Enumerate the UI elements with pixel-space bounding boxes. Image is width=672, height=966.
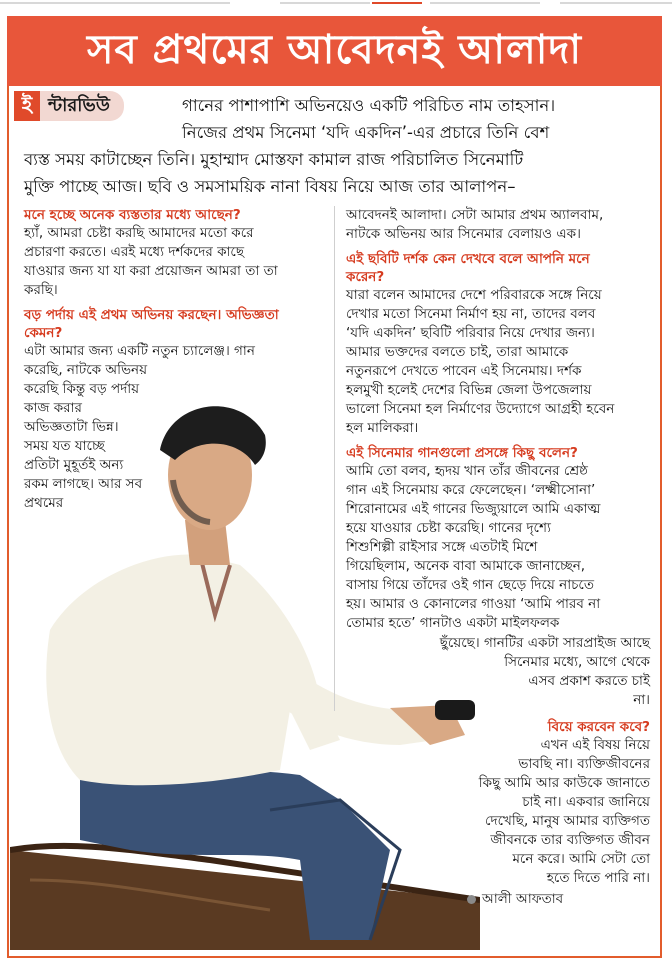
bullet-dot-icon (467, 895, 476, 904)
right-column (346, 206, 650, 639)
headline-bar (7, 16, 662, 86)
left-column (24, 206, 326, 519)
interview-badge (14, 91, 124, 121)
intro-line: ব্যস্ত সময় কাটাচ্ছেন তিনি। মুহাম্মাদ মোস্তফা কামাল রাজ পরিচালিত সিনেমাটি (24, 150, 524, 169)
answer-2: এটা আমার জন্য একটি নতুন চ্যালেঞ্জ। গান করেছি, নাটকে অভিনয় করেছি কিন্তু বড় পর্দায় কাজ করার অভিজ্ঞতাটা ভিন্ন। সময় যত যাচ্ছে প্রতিটা মুহূর্তই অন্য রকম লাগছে। আর সব প্রথমের (24, 343, 255, 511)
answer-1: হ্যাঁ, আমরা চেষ্টা করছি আমাদের মতো করে প্রচারণা করতে। এরই মধ্যে দর্শকদের কাছে যাওয়ার জন্য যা যা করা প্রয়োজন আমরা তা তা করছি। (24, 225, 278, 298)
intro-line: গানের পাশাপাশি অভিনয়েও একটি পরিচিত নাম তাহসান। (182, 96, 556, 115)
question-1: মনে হচ্ছে অনেক ব্যস্ততার মধ্যে আছেন? (24, 207, 241, 223)
answer-5: এখন এই বিষয় নিয়ে ভাবছি না। ব্যক্তিজীবনের কিছু আমি আর কাউকে জানাতে চাই না। একবার জানিয়ে দেখেছি, মানুষ আমার ব্যক্তিগত জীবনকে তার ব্যক্তিগত জীবন মনে করে। আমি সেটা তো হতে দিতে পারি না। (478, 737, 650, 886)
byline-author: আলী আফতাব (482, 891, 564, 907)
column-divider (334, 206, 335, 711)
answer-4: আমি তো বলব, হৃদয় খান তাঁর জীবনের শ্রেষ্ঠ গান এই সিনেমায় করে ফেলেছেন। ‘লক্ষ্মীসোনা’ শিরোনামের এই গানের ভিজ্যুয়ালে আমি একাত্ম হয়ে যাওয়ার চেষ্টা করেছি। গানের দৃশ্যে শিশুশিল্পী রাইসার সঙ্গে এতটাই মিশে গিয়েছিলাম, অনেক বাবা আমাকে জানাচ্ছেন, বাসায় গিয়ে তাঁদের ওই গান ছেড়ে দিয়ে নাচতে হয়। আমার ও কোনালের গাওয়া ‘আমি পারব না তোমার হতে’ গানটাও একটা মাইলফলক (346, 463, 601, 631)
question-5-block (440, 718, 650, 894)
answer-2-continued: আবেদনই আলাদা। সেটা আমার প্রথম অ্যালবাম, নাটকে অভিনয় আর সিনেমার বেলায়ও এক। (346, 207, 604, 242)
question-4: এই সিনেমার গানগুলো প্রসঙ্গে কিছু বলেন? (346, 445, 578, 461)
top-rule (0, 0, 672, 10)
byline (467, 888, 563, 911)
answer-3: যারা বলেন আমাদের দেশে পরিবারকে সঙ্গে নিয়ে দেখার মতো সিনেমা নির্মাণ হয় না, তাদের বলব ‘যদি একদিন’ ছবিটি পরিবার নিয়ে দেখার জন্য। আমার ভক্তদের বলতে চাই, তারা আমাকে নতুনরূপে দেখতে পাবেন এই সিনেমায়। দর্শক হলমুখী হলেই দেশের বিভিন্ন জেলা উপজেলায় ভালো সিনেমা হল নির্মাণের উদ্যোগে আগ্রহী হবেন হল মালিকরা। (346, 287, 615, 436)
badge-initial: ই (14, 91, 40, 121)
intro-line: নিজের প্রথম সিনেমা ‘যদি একদিন’-এর প্রচারে তিনি বেশ (182, 123, 550, 142)
intro-line: মুক্তি পাচ্ছে আজ। ছবি ও সমসাময়িক নানা বিষয় নিয়ে আজ তার আলাপন– (24, 177, 516, 196)
answer-4-tail: ছুঁয়েছে। গানটির একটা সারপ্রাইজ আছে সিনেমার মধ্যে, আগে থেকে এসব প্রকাশ করতে চাই না। (439, 635, 650, 708)
question-2: বড় পর্দায় এই প্রথম অভিনয় করছেন। অভিজ্ঞতা কেমন? (24, 307, 279, 341)
question-5: বিয়ে করবেন কবে? (547, 719, 650, 735)
badge-label: ন্টারভিউ (40, 91, 124, 121)
headline: সব প্রথমের আবেদনই আলাদা (87, 26, 582, 73)
question-3: এই ছবিটি দর্শক কেন দেখবে বলে আপনি মনে করেন? (346, 251, 590, 285)
